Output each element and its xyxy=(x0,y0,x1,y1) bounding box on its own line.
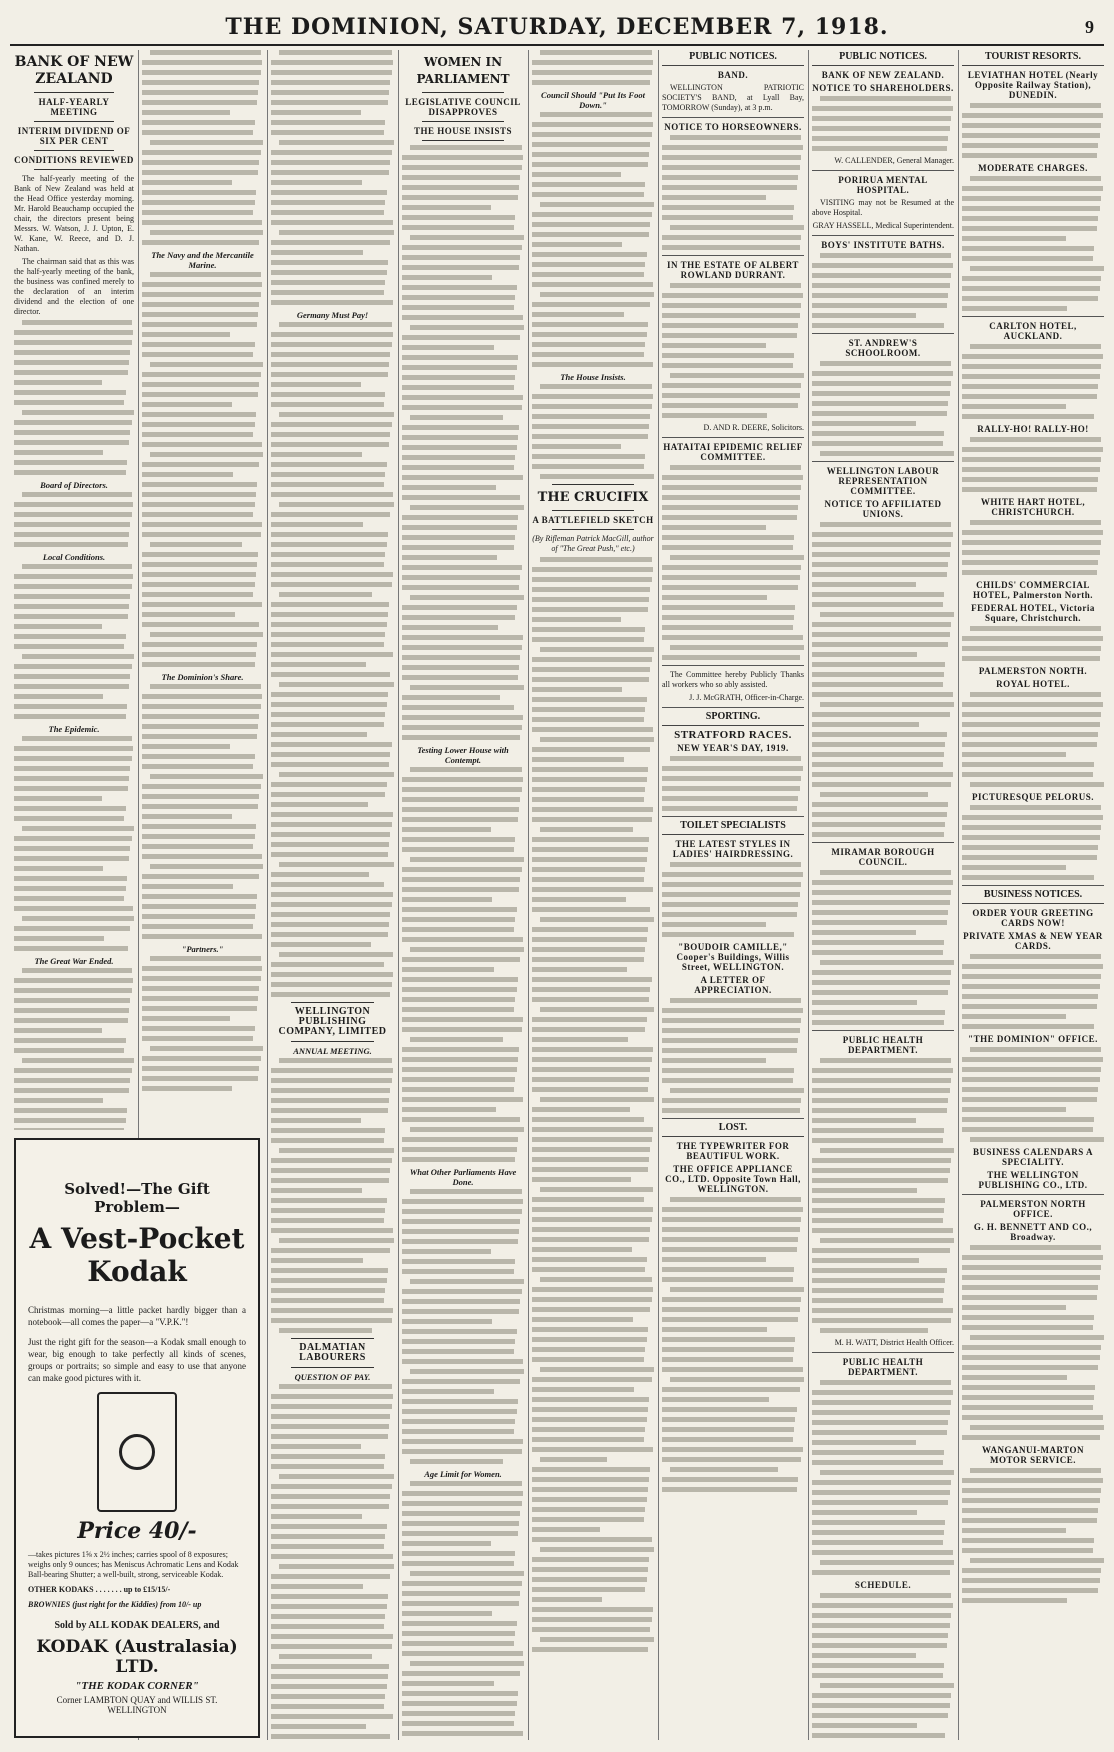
article-body-text xyxy=(402,145,524,740)
column-rule xyxy=(658,50,659,1740)
notice-title: G. H. BENNETT AND CO., Broadway. xyxy=(973,1222,1093,1242)
notice-title: NOTICE TO AFFILIATED UNIONS. xyxy=(824,499,942,519)
notice-title: ROYAL HOTEL. xyxy=(996,679,1070,689)
column-crucifix xyxy=(532,50,654,1740)
notice-title: MODERATE CHARGES. xyxy=(978,163,1088,173)
column-rule xyxy=(398,50,399,1740)
notice-signature: J. J. McGRATH, Officer-in-Charge. xyxy=(689,693,804,702)
section-subhead: The House Insists. xyxy=(560,372,626,382)
column-rule xyxy=(528,50,529,1740)
ad-body: Christmas morning—a little packet hardly bigger than a notebook—all comes the paper—a "V.P.K."! xyxy=(28,1305,246,1327)
section-header: TOILET SPECIALISTS xyxy=(662,821,804,835)
notice-title: A LETTER OF APPRECIATION. xyxy=(694,975,772,995)
article-body-text xyxy=(14,564,134,719)
section-subhead: ANNUAL MEETING. xyxy=(293,1046,372,1056)
ad-headline: A Vest-Pocket Kodak xyxy=(29,1222,245,1288)
notice-title: PORIRUA MENTAL HOSPITAL. xyxy=(838,175,928,195)
notice-body-text xyxy=(962,344,1104,419)
notice-title: MIRAMAR BOROUGH COUNCIL. xyxy=(831,847,935,867)
notice-body-text xyxy=(962,1047,1104,1142)
notice-title: LEVIATHAN HOTEL (Nearly Opposite Railway Station), DUNEDIN. xyxy=(967,70,1099,100)
notice-body-text xyxy=(662,862,804,937)
column-rule xyxy=(267,50,268,1740)
notice-body-text xyxy=(962,626,1104,661)
article-body-text xyxy=(271,1384,394,1740)
notice-body-text xyxy=(662,465,804,660)
kodak-advertisement xyxy=(14,1138,260,1738)
notice-body-text xyxy=(962,520,1104,575)
dalmatian-headline: DALMATIAN LABOURERS xyxy=(299,1342,366,1363)
notice-title: THE TYPEWRITER FOR BEAUTIFUL WORK. xyxy=(676,1141,790,1161)
notice-body-text xyxy=(962,954,1104,1029)
notice-title: SCHEDULE. xyxy=(854,1580,912,1590)
notice-title: "THE DOMINION" OFFICE. xyxy=(968,1034,1098,1044)
notice-title: NOTICE TO SHAREHOLDERS. xyxy=(812,83,954,93)
section-header: SPORTING. xyxy=(662,712,804,726)
notice-body-text xyxy=(962,805,1104,880)
notice-title: BAND. xyxy=(717,70,749,80)
ad-corner: "THE KODAK CORNER" xyxy=(75,1680,199,1692)
article-body-text xyxy=(532,112,654,367)
notice-title: PALMERSTON NORTH OFFICE. xyxy=(980,1199,1086,1219)
article-body-text xyxy=(271,322,394,997)
notice-title: IN THE ESTATE OF ALBERT ROWLAND DURRANT. xyxy=(667,260,799,280)
column-germany-publishing xyxy=(271,50,394,1740)
article-body-text xyxy=(532,50,654,85)
ad-address: Corner LAMBTON QUAY and WILLIS ST. WELLINGTON xyxy=(56,1695,218,1715)
section-subhead: QUESTION OF PAY. xyxy=(294,1372,371,1382)
notice-body-text xyxy=(812,361,954,456)
notice-title: HATAITAI EPIDEMIC RELIEF COMMITTEE. xyxy=(663,442,803,462)
section-subhead: Council Should "Put Its Foot Down." xyxy=(541,90,645,110)
ad-tagline: Solved!—The Gift Problem— xyxy=(64,1180,210,1216)
notice-title: PUBLIC HEALTH DEPARTMENT. xyxy=(842,1035,924,1055)
section-subhead: The Dominion's Share. xyxy=(161,672,244,682)
ad-other-kodaks: OTHER KODAKS . . . . . . . up to £15/15/- xyxy=(28,1585,171,1594)
section-subhead: The Navy and the Mercantile Marine. xyxy=(151,250,254,270)
women-subhead: LEGISLATIVE COUNCIL DISAPPROVES xyxy=(405,97,521,117)
newspaper-title: THE DOMINION, SATURDAY, DECEMBER 7, 1918. xyxy=(225,14,889,40)
notice-body-text xyxy=(962,103,1104,158)
notice-signature: W. CALLENDER, General Manager. xyxy=(834,156,954,165)
ad-brownies: BROWNIES (just right for the Kiddies) from 10/- up xyxy=(28,1600,202,1609)
article-body-text xyxy=(14,736,134,951)
masthead xyxy=(10,10,1104,46)
column-women-parliament xyxy=(402,50,524,1740)
notice-text: WELLINGTON PATRIOTIC SOCIETY'S BAND, at Lyall Bay, TOMORROW (Sunday), at 3 p.m. xyxy=(662,83,804,112)
section-header: LOST. xyxy=(662,1123,804,1137)
notice-body-text xyxy=(662,998,804,1113)
bank-subhead: INTERIM DIVIDEND OF SIX PER CENT xyxy=(17,126,131,146)
notice-title: BOYS' INSTITUTE BATHS. xyxy=(821,240,945,250)
section-subhead: "Partners." xyxy=(181,944,224,954)
section-subhead: What Other Parliaments Have Done. xyxy=(409,1167,517,1187)
bank-subhead: CONDITIONS REVIEWED xyxy=(14,155,134,165)
notice-title: CARLTON HOTEL, AUCKLAND. xyxy=(989,321,1077,341)
notice-title: WHITE HART HOTEL, CHRISTCHURCH. xyxy=(980,497,1086,517)
column-rule xyxy=(808,50,809,1740)
notice-body-text xyxy=(812,1058,954,1333)
notice-body-text xyxy=(662,283,804,418)
article-body-text xyxy=(271,50,394,305)
notice-body-text xyxy=(962,692,1104,787)
section-subhead: Testing Lower House with Contempt. xyxy=(417,745,509,765)
column-bank-report xyxy=(14,50,134,1130)
column-tourist-business xyxy=(962,50,1104,1740)
notice-body-text xyxy=(812,870,954,1025)
notice-title: PALMERSTON NORTH. xyxy=(978,666,1088,676)
column-public-notices-2 xyxy=(812,50,954,1740)
notice-body-text xyxy=(962,437,1104,492)
notice-body-text xyxy=(812,1380,954,1575)
crucifix-subhead: A BATTLEFIELD SKETCH xyxy=(532,515,654,525)
page-number: 9 xyxy=(1085,16,1094,37)
ad-company: KODAK (Australasia) LTD. xyxy=(36,1637,238,1677)
notice-title: FEDERAL HOTEL, Victoria Square, Christchurch. xyxy=(971,603,1095,623)
column-bank-report-cont xyxy=(142,50,263,1130)
notice-title: CHILDS' COMMERCIAL HOTEL, Palmerston North. xyxy=(973,580,1093,600)
women-subhead: THE HOUSE INSISTS xyxy=(413,126,513,136)
notice-title: NOTICE TO HORSEOWNERS. xyxy=(664,122,802,132)
section-header: TOURIST RESORTS. xyxy=(962,52,1104,66)
article-body-text xyxy=(14,968,134,1130)
article-body-text xyxy=(14,320,134,475)
notice-title: ST. ANDREW'S SCHOOLROOM. xyxy=(845,338,921,358)
notice-body-text xyxy=(812,253,954,328)
section-subhead: Germany Must Pay! xyxy=(296,310,369,320)
article-body-text xyxy=(662,1197,804,1492)
section-header: BUSINESS NOTICES. xyxy=(962,890,1104,904)
notice-body-text xyxy=(662,756,804,811)
notice-body-text xyxy=(812,96,954,151)
notice-title: ORDER YOUR GREETING CARDS NOW! xyxy=(972,908,1094,928)
notice-body-text xyxy=(812,1593,954,1740)
article-body-text xyxy=(142,956,263,1091)
section-subhead: The Great War Ended. xyxy=(34,956,114,966)
notice-signature: M. H. WATT, District Health Officer. xyxy=(834,1338,954,1347)
article-body-text xyxy=(142,272,263,667)
notice-body-text xyxy=(812,522,954,837)
bank-subhead: HALF-YEARLY MEETING xyxy=(38,97,110,117)
women-headline: WOMEN IN PARLIAMENT xyxy=(416,55,510,86)
column-public-notices-1 xyxy=(662,50,804,1740)
notice-title: BANK OF NEW ZEALAND. xyxy=(821,70,945,80)
notice-body-text xyxy=(962,1468,1104,1603)
notice-title: NEW YEAR'S DAY, 1919. xyxy=(677,743,789,753)
article-body-text xyxy=(14,492,134,547)
article-body-text xyxy=(402,1481,524,1740)
article-paragraph: The chairman said that as this was the half-yearly meeting of the bank, the business was confined merely to the declaration of an interim dividend and the election of one director. xyxy=(14,257,134,316)
ad-sold-by: Sold by ALL KODAK DEALERS, and xyxy=(54,1620,220,1631)
notice-title: THE LATEST STYLES IN LADIES' HAIRDRESSING. xyxy=(672,839,794,859)
notice-title: THE WELLINGTON PUBLISHING CO., LTD. xyxy=(978,1170,1088,1190)
section-subhead: The Epidemic. xyxy=(48,724,100,734)
notice-title: WANGANUI-MARTON MOTOR SERVICE. xyxy=(981,1445,1085,1465)
section-subhead: Age Limit for Women. xyxy=(424,1469,502,1479)
notice-title: THE OFFICE APPLIANCE CO., LTD. Opposite Town Hall, WELLINGTON. xyxy=(665,1164,801,1194)
section-header: PUBLIC NOTICES. xyxy=(662,52,804,66)
article-body-text xyxy=(402,1189,524,1464)
article-body-text xyxy=(271,1058,394,1333)
notice-title: PUBLIC HEALTH DEPARTMENT. xyxy=(842,1357,924,1377)
notice-body-text xyxy=(962,1245,1104,1440)
notice-body-text xyxy=(662,135,804,250)
publishing-headline: WELLINGTON PUBLISHING COMPANY, LIMITED xyxy=(278,1006,387,1037)
article-body-text xyxy=(402,767,524,1162)
section-subhead: Board of Directors. xyxy=(40,480,108,490)
bank-headline: BANK OF NEW ZEALAND xyxy=(14,54,134,87)
article-body-text xyxy=(142,50,263,245)
crucifix-byline: (By Rifleman Patrick MacGill, author of "The Great Push," etc.) xyxy=(532,534,654,553)
notice-title: RALLY-HO! RALLY-HO! xyxy=(977,424,1089,434)
notice-title: PRIVATE XMAS & NEW YEAR CARDS. xyxy=(963,931,1103,951)
section-header: PUBLIC NOTICES. xyxy=(812,52,954,66)
ad-specs: —takes pictures 1⅝ x 2½ inches; carries spool of 8 exposures; weighs only 9 ounces; has Meniscus Achromatic Lens and Kodak Ball-bearing Shutter; a well-built, strong, serviceable Kodak. xyxy=(28,1550,239,1579)
notice-title: "BOUDOIR CAMILLE," Cooper's Buildings, Willis Street, WELLINGTON. xyxy=(676,942,790,972)
ad-price: Price 40/- xyxy=(77,1518,197,1544)
notice-signature: GRAY HASSELL, Medical Superintendent. xyxy=(812,221,954,230)
notice-title: STRATFORD RACES. xyxy=(674,729,792,741)
section-subhead: Local Conditions. xyxy=(42,552,106,562)
notice-title: WELLINGTON LABOUR REPRESENTATION COMMITTEE. xyxy=(826,466,940,496)
notice-text: The Committee hereby Publicly Thanks all workers who so ably assisted. xyxy=(662,670,804,689)
article-paragraph: The half-yearly meeting of the Bank of New Zealand was held at the Head Office yesterday morning. Mr. Harold Beauchamp occupied the chair, the directors present being Messrs. W. Watson, J. J. Upton, E. W. Kane, W. Reece, and D. J. Nathan. xyxy=(14,174,134,253)
notice-title: PICTURESQUE PELORUS. xyxy=(971,792,1095,802)
notice-signature: D. AND R. DEERE, Solicitors. xyxy=(703,423,804,432)
notice-body-text xyxy=(962,176,1104,311)
notice-text: VISITING may not be Resumed at the above Hospital. xyxy=(812,198,954,217)
article-body-text xyxy=(142,684,263,939)
ad-body: Just the right gift for the season—a Kodak small enough to wear, big enough to take perfectly all kinds of scenes, groups or portraits; so simple and easy to use that anyone can make good pictures with it. xyxy=(28,1337,246,1383)
notice-title: BUSINESS CALENDARS A SPECIALITY. xyxy=(972,1147,1094,1167)
column-rule xyxy=(958,50,959,1740)
article-body-text xyxy=(532,557,654,1652)
crucifix-headline: THE CRUCIFIX xyxy=(537,490,649,505)
article-body-text xyxy=(532,384,654,479)
camera-icon xyxy=(97,1392,177,1512)
